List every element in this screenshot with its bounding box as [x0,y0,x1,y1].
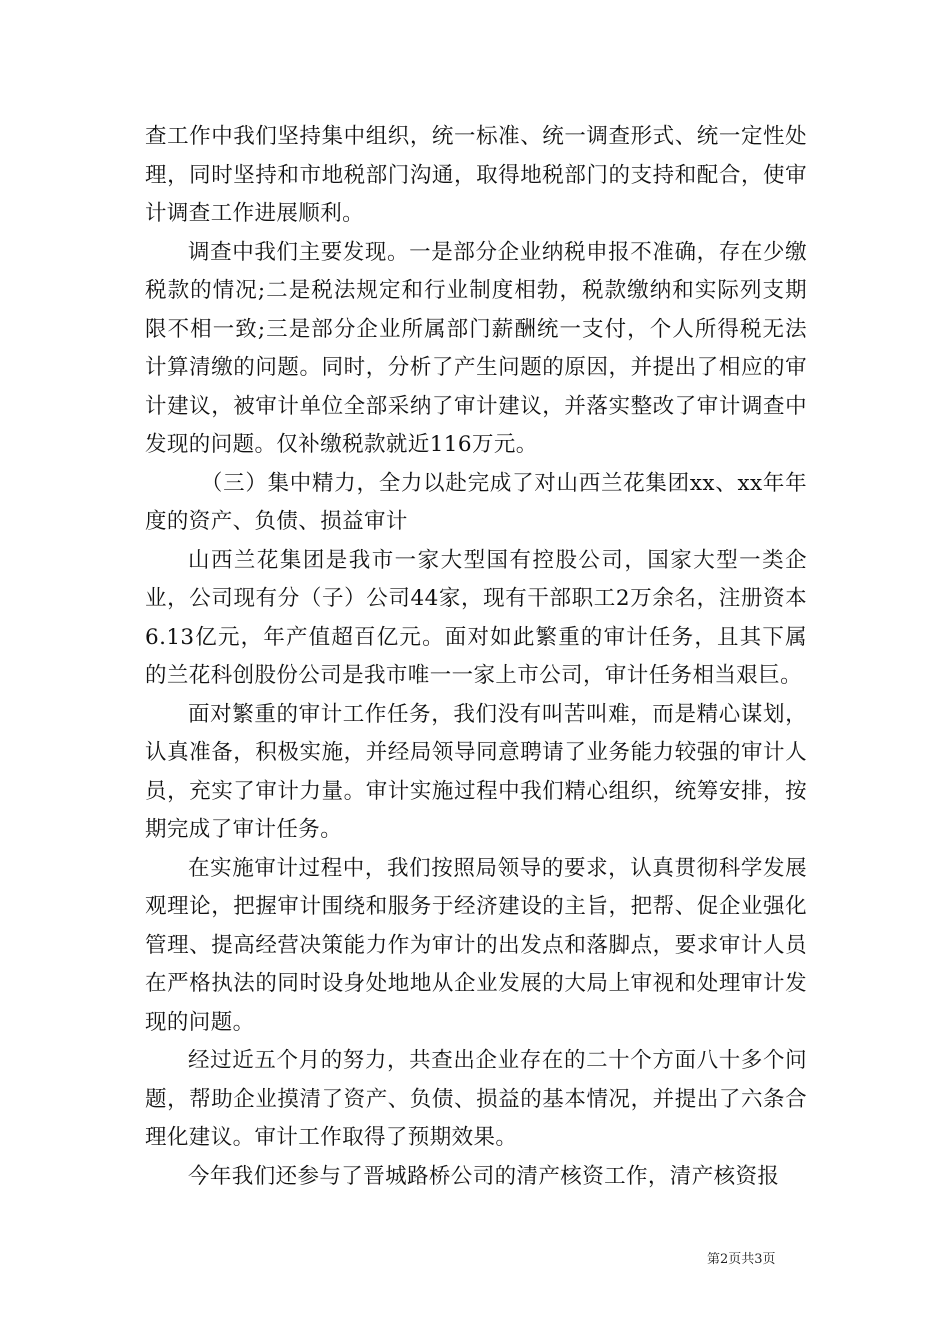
page-number: 第2页共3页 [707,1252,776,1267]
paragraph-audit-results: 经过近五个月的努力，共查出企业存在的二十个方面八十多个问题，帮助企业摸清了资产、负债、损益的基本情况，并提出了六条合理化建议。审计工作取得了预期效果。 [145,1048,807,1150]
paragraph-audit-preparation: 面对繁重的审计工作任务，我们没有叫苦叫难，而是精心谋划，认真准备，积极实施，并经局领导同意聘请了业务能力较强的审计人员，充实了审计力量。审计实施过程中我们精心组织，统筹安排，按期完成了审计任务。 [145,701,807,842]
document-body [145,118,807,1196]
paragraph-lanhua-intro: 山西兰花集团是我市一家大型国有控股公司，国家大型一类企业，公司现有分（子）公司44家，现有干部职工2万余名，注册资本6.13亿元，年产值超百亿元。面对如此繁重的审计任务，且其下属的兰花科创股份公司是我市唯一一家上市公司，审计任务相当艰巨。 [145,547,807,688]
paragraph-findings: 调查中我们主要发现。一是部分企业纳税申报不准确，存在少缴税款的情况;二是税法规定和行业制度相勃，税款缴纳和实际列支期限不相一致;三是部分企业所属部门薪酬统一支付，个人所得税无法计算清缴的问题。同时，分析了产生问题的原因，并提出了相应的审计建议，被审计单位全部采纳了审计建议，并落实整改了审计调查中发现的问题。仅补缴税款就近116万元。 [145,239,807,457]
paragraph-continuation: 查工作中我们坚持集中组织，统一标准、统一调查形式、统一定性处理，同时坚持和市地税部门沟通，取得地税部门的支持和配合，使审计调查工作进展顺利。 [145,124,807,226]
paragraph-audit-process: 在实施审计过程中，我们按照局领导的要求，认真贯彻科学发展观理论，把握审计围绕和服务于经济建设的主旨，把帮、促企业强化管理、提高经营决策能力作为审计的出发点和落脚点，要求审计人员在严格执法的同时设身处地地从企业发展的大局上审视和处理审计发现的问题。 [145,855,807,1035]
section-heading-three: （三）集中精力，全力以赴完成了对山西兰花集团xx、xx年年度的资产、负债、损益审计 [145,470,807,534]
paragraph-road-bridge: 今年我们还参与了晋城路桥公司的清产核资工作，清产核资报 [188,1163,780,1189]
